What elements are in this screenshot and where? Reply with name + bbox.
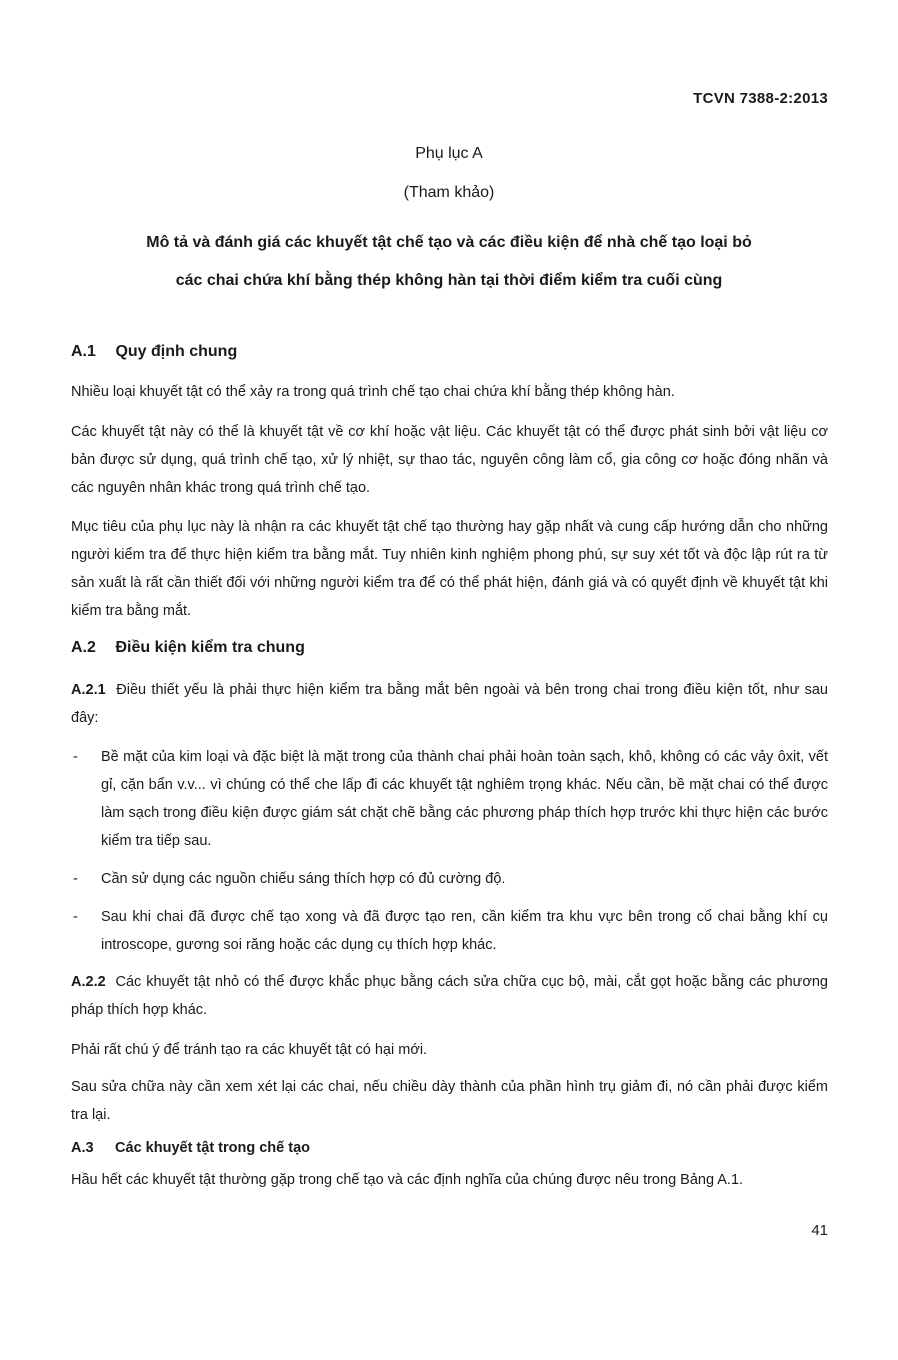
section-a1-number: A.1 xyxy=(71,343,96,360)
annex-title-line-1: Mô tả và đánh giá các khuyết tật chế tạo và các điều kiện để nhà chế tạo loại bỏ xyxy=(146,234,752,251)
section-a1-heading xyxy=(71,343,237,361)
document-code: TCVN 7388-2:2013 xyxy=(693,90,828,107)
section-a1-paragraph-1: Nhiều loại khuyết tật có thể xảy ra trong quá trình chế tạo chai chứa khí bằng thép không hàn. xyxy=(71,384,675,400)
list-item-text: Bề mặt của kim loại và đặc biệt là mặt trong của thành chai phải hoàn toàn sạch, khô, không có các vảy ôxit, vết gỉ, cặn bẩn v.v... vì chúng có thể che lấp đi các khuyết tật nghiêm trọng khác. Nếu cần, bề mặt chai có thể được làm sạch trong điều kiện được giám sát chặt chẽ bằng các phương pháp thích hợp trước khi thực hiện các bước kiểm tra tiếp sau. xyxy=(101,749,828,849)
section-a2-number: A.2 xyxy=(71,639,96,656)
clause-a221-number: A.2.1 xyxy=(71,682,106,698)
annex-title xyxy=(60,224,838,300)
bullet-dash: - xyxy=(73,909,78,925)
page-number: 41 xyxy=(811,1222,828,1239)
section-a1-paragraph-2: Các khuyết tật này có thể là khuyết tật về cơ khí hoặc vật liệu. Các khuyết tật có thể được phát sinh bởi vật liệu cơ bản được sử dụng, quá trình chế tạo, xử lý nhiệt, sự thao tác, nguyên công làm cổ, gia công cơ hoặc đóng nhãn và các nguyên nhân khác trong quá trình chế tạo. xyxy=(71,424,828,496)
section-a3-heading xyxy=(71,1140,310,1156)
section-a3-number: A.3 xyxy=(71,1140,94,1156)
section-a2-heading xyxy=(71,639,305,657)
clause-a222 xyxy=(71,968,828,1024)
bullet-dash: - xyxy=(73,871,78,887)
paragraph-care: Phải rất chú ý để tránh tạo ra các khuyết tật có hại mới. xyxy=(71,1042,428,1058)
section-a1-title: Quy định chung xyxy=(115,343,238,360)
list-item-text: Sau khi chai đã được chế tạo xong và đã được tạo ren, cần kiểm tra khu vực bên trong cổ chai bằng khí cụ introscope, gương soi răng hoặc các dụng cụ thích hợp khác. xyxy=(101,909,828,953)
paragraph-recheck: Sau sửa chữa này cần xem xét lại các chai, nếu chiều dày thành của phần hình trụ giảm đi, nó cần phải được kiểm tra lại. xyxy=(71,1079,828,1123)
annex-type: (Tham khảo) xyxy=(403,184,495,201)
clause-a221-text: Điều thiết yếu là phải thực hiện kiểm tra bằng mắt bên ngoài và bên trong chai trong điều kiện tốt, như sau đây: xyxy=(71,682,829,726)
clause-a222-text: Các khuyết tật nhỏ có thể được khắc phục bằng cách sửa chữa cục bộ, mài, cắt gọt hoặc bằng các phương pháp thích hợp khác. xyxy=(71,974,828,1018)
clause-a221 xyxy=(71,676,828,732)
list-item xyxy=(71,865,828,893)
annex-label: Phụ lục A xyxy=(415,145,483,162)
list-item-text: Cần sử dụng các nguồn chiếu sáng thích hợp có đủ cường độ. xyxy=(101,871,506,887)
list-item xyxy=(71,903,828,959)
section-a2-title: Điều kiện kiểm tra chung xyxy=(115,639,305,656)
clause-a222-number: A.2.2 xyxy=(71,974,106,990)
section-a1-paragraph-3: Mục tiêu của phụ lục này là nhận ra các khuyết tật chế tạo thường hay gặp nhất và cung cấp hướng dẫn cho những người kiểm tra để thực hiện kiểm tra bằng mắt. Tuy nhiên kinh nghiệm phong phú, sự suy xét tốt và độc lập rút ra từ sản xuất là rất cần thiết đối với những người kiểm tra để có thể phát hiện, đánh giá và có quyết định về khuyết tật khi kiểm tra bằng mắt. xyxy=(71,519,828,619)
list-item xyxy=(71,743,828,855)
section-a3-title: Các khuyết tật trong chế tạo xyxy=(115,1140,311,1156)
bullet-dash: - xyxy=(73,749,78,765)
section-a3-paragraph-1: Hầu hết các khuyết tật thường gặp trong chế tạo và các định nghĩa của chúng được nêu trong Bảng A.1. xyxy=(71,1172,744,1188)
annex-title-line-2: các chai chứa khí bằng thép không hàn tại thời điểm kiểm tra cuối cùng xyxy=(175,272,723,289)
